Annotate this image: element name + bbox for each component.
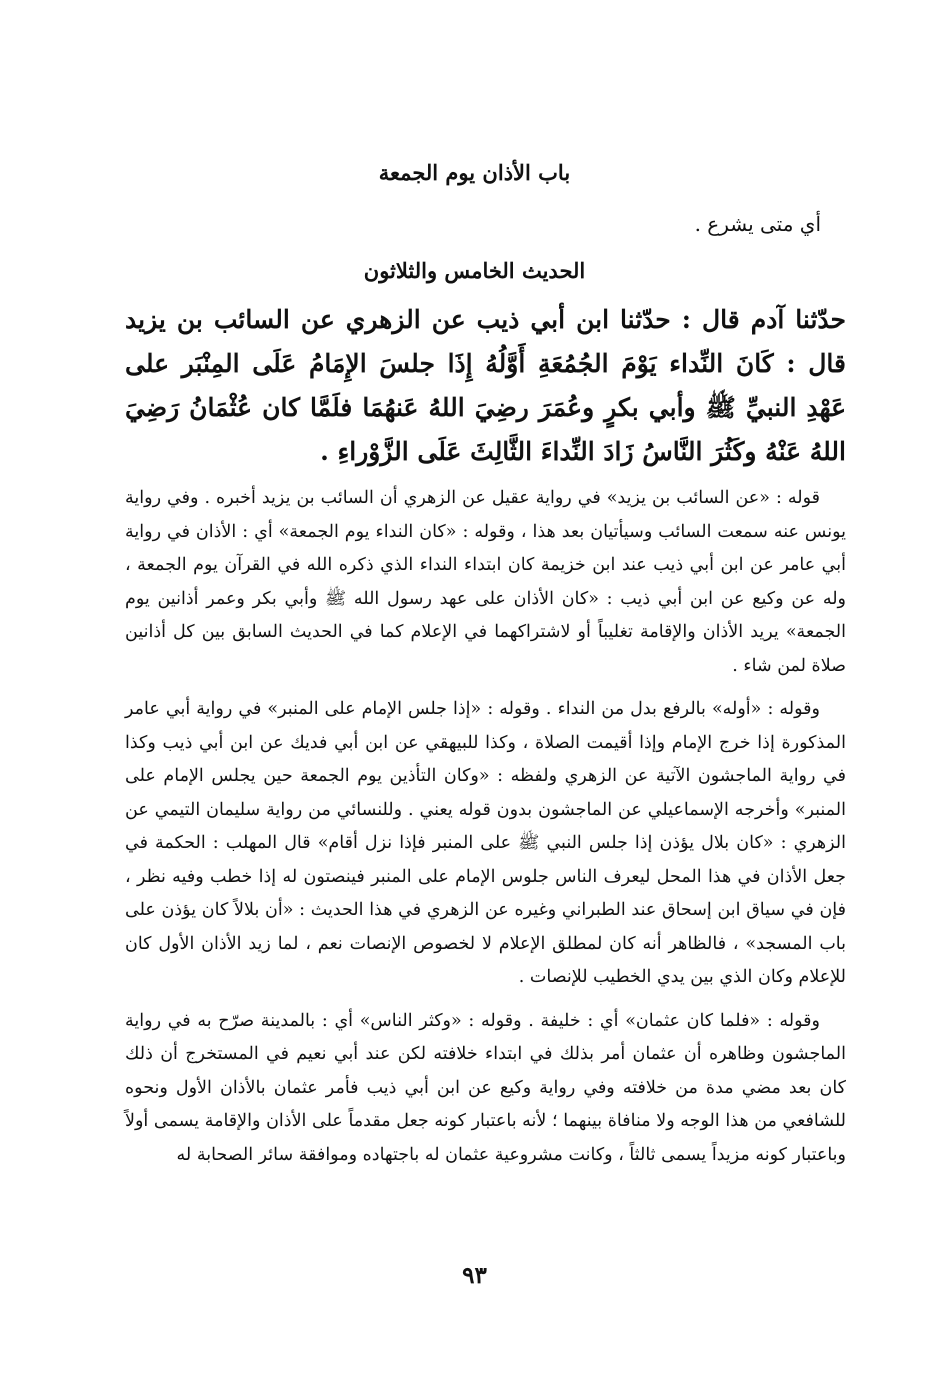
- chapter-title: باب الأذان يوم الجمعة: [378, 160, 571, 185]
- commentary-paragraph: وقوله : «أوله» بالرفع بدل من النداء . وقوله : «إذا جلس الإمام على المنبر» في رواية أبي عامر المذكورة إذا خرج الإمام وإذا أقيمت الصلاة ، وكذا للبيهقي عن ابن أبي فديك عن ابن أبي ذيب وكذا في رواية الماجشون الآتية عن الزهري ولفظه : «وكان التأذين يوم الجمعة حين يجلس الإمام على المنبر» وأخرجه الإسماعيلي عن الماجشون بدون قوله يعني . وللنسائي من رواية سليمان التيمي عن الزهري : «كان بلال يؤذن إذا جلس النبي ﷺ على المنبر فإذا نزل أقام» قال المهلب : الحكمة في جعل الأذان في هذا المحل ليعرف الناس جلوس الإمام على المنبر فينصتون له إذا خطب وفيه نظر ، فإن في سياق ابن إسحاق عند الطبراني وغيره عن الزهري في هذا الحديث : «أن بلالاً كان يؤذن على باب المسجد» ، فالظاهر أنه كان لمطلق الإعلام لا لخصوص الإنصات نعم ، لما زيد الأذان الأول كان للإعلام وكان الذي بين يدي الخطيب للإنصات .: [125, 699, 846, 987]
- hadith-heading: الحديث الخامس والثلاثون: [363, 258, 586, 283]
- hadith-text: حدّثنا آدم قال : حدّثنا ابن أبي ذيب عن الزهري عن السائب بن يزيد قال : كَانَ النِّداء يَوْمَ الجُمُعَةِ أَوَّلُهُ إِذَا جلسَ الإِمَامُ عَلَى المِنْبَر على عَهْدِ النبيِّ ﷺ وأبي بكرٍ وعُمَرَ رضِيَ اللهُ عَنهُمَا فلَمَّا كان عُثْمَانُ رَضِيَ اللهُ عَنْهُ وكَثُرَ النَّاسُ زَادَ النِّداءَ الثَّالِثَ عَلَى الزَّوْراءِ .: [125, 305, 846, 466]
- commentary-paragraph: وقوله : «فلما كان عثمان» أي : خليفة . وقوله : «وكثر الناس» أي : بالمدينة صرّح به في رواية الماجشون وظاهره أن عثمان أمر بذلك في ابتداء خلافته لكن عند أبي نعيم في المستخرج أن ذلك كان بعد مضي مدة من خلافته وفي رواية وكيع عن ابن أبي ذيب فأمر عثمان بالأذان الأول ونحوه للشافعي من هذا الوجه ولا منافاة بينهما ؛ لأنه باعتبار كونه جعل مقدماً على الأذان والإقامة يسمى أولاً وباعتبار كونه مزيداً يسمى ثالثاً ، وكانت مشروعية عثمان له باجتهاده وموافقة سائر الصحابة له: [125, 1010, 846, 1165]
- page-number: ٩٣: [462, 1262, 487, 1289]
- intro-line: أي متى يشرع .: [694, 212, 821, 236]
- commentary: [125, 482, 846, 1182]
- commentary-paragraph: قوله : «عن السائب بن يزيد» في رواية عقيل عن الزهري أن السائب بن يزيد أخبره . وفي رواية يونس عنه سمعت السائب وسيأتيان بعد هذا ، وقوله : «كان النداء يوم الجمعة» أي : الأذان في رواية أبي عامر عن ابن أبي ذيب عند ابن خزيمة كان ابتداء النداء الذي ذكره الله في القرآن يوم الجمعة ، وله عن وكيع عن ابن أبي ذيب : «كان الأذان على عهد رسول الله ﷺ وأبي بكر وعمر أذانين يوم الجمعة» يريد الأذان والإقامة تغليباً أو لاشتراكهما في الإعلام كما في الحديث السابق بين كل أذانين صلاة لمن شاء .: [125, 488, 846, 676]
